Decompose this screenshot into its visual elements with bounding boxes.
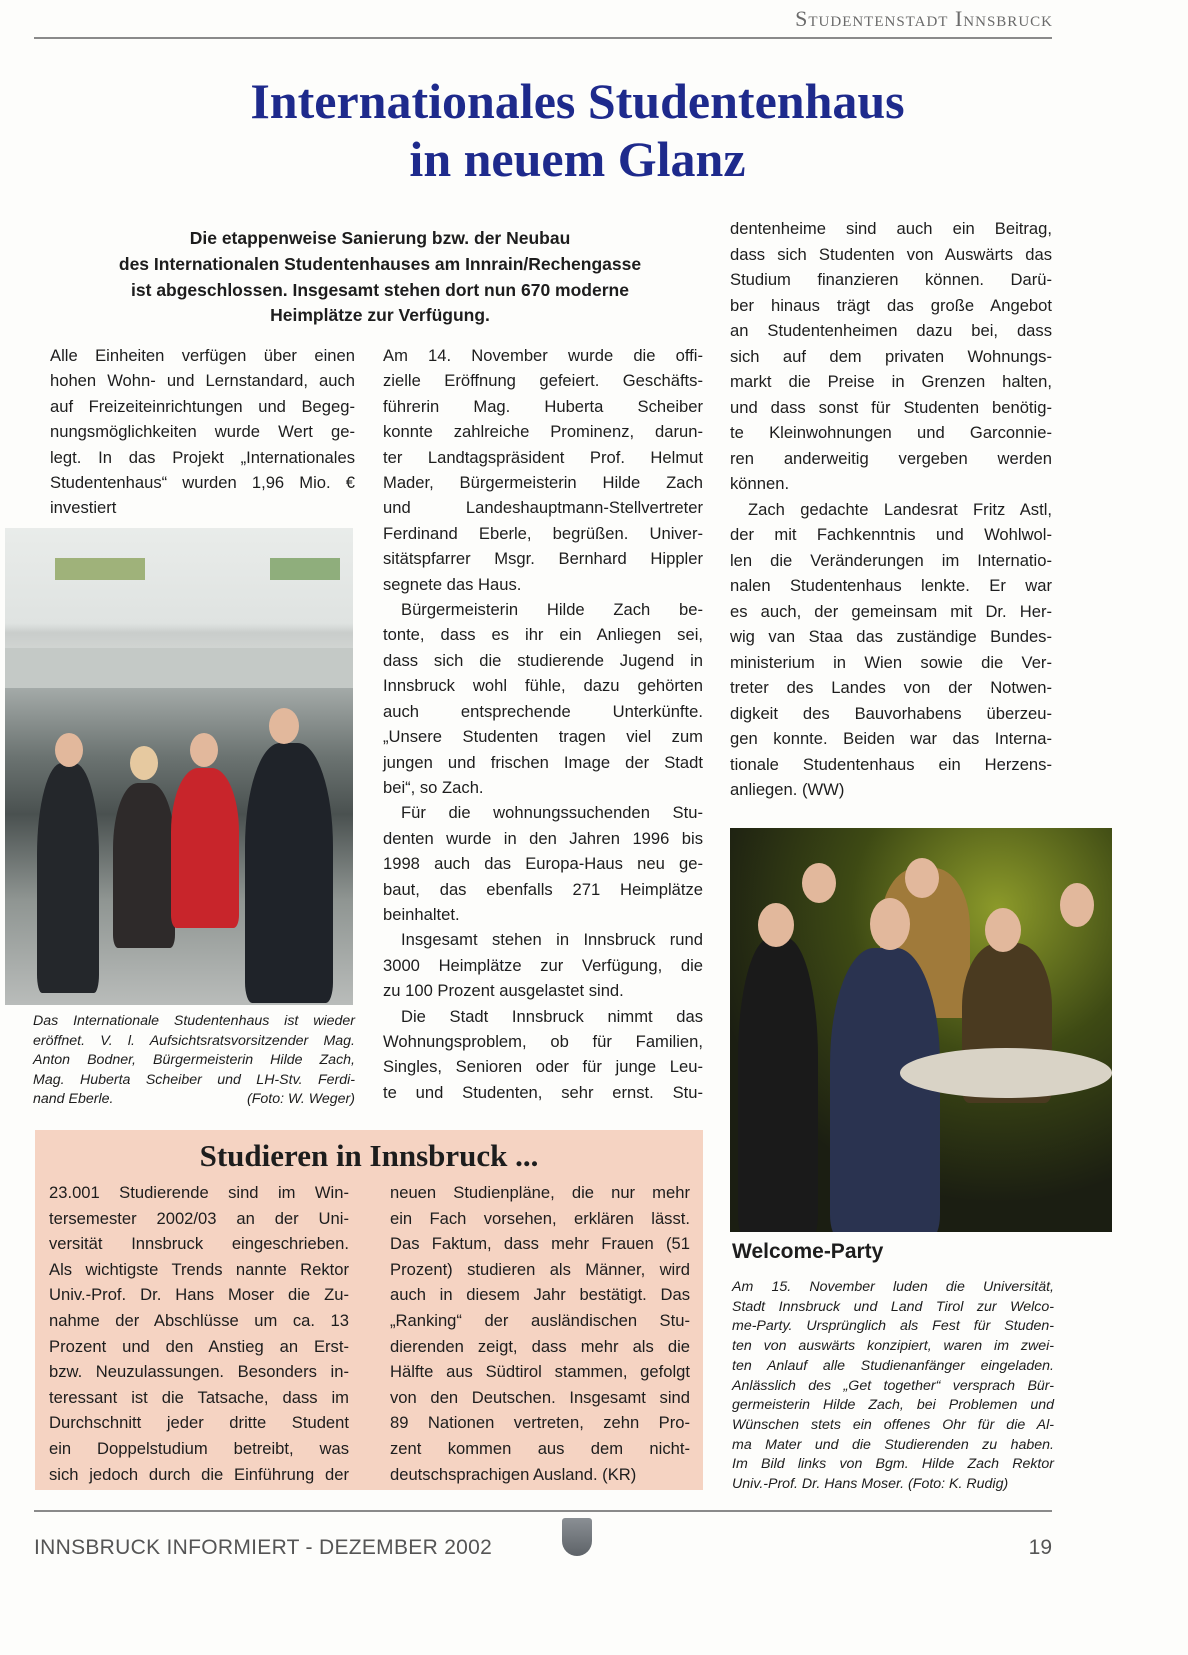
text-line: germeisterin Hilde Zach, bei Problemen und: [732, 1397, 1054, 1414]
text-line: sich jedoch durch die Einführung der: [49, 1464, 349, 1484]
running-head: Studentenstadt Innsbruck: [795, 6, 1053, 31]
text-line: Wohnungsproblem, ob für Familien,: [383, 1031, 703, 1051]
welcome-party-caption: [732, 1278, 1054, 1495]
text-line: es auch, der gemeinsam mit Dr. Her-: [730, 601, 1052, 621]
text-line: Innsbruck wohl fühle, dazu gehörten: [383, 676, 703, 696]
text-line: nungsmöglichkeiten wurde Wert ge-: [50, 422, 355, 442]
text-line: Mader, Bürgermeisterin Hilde Zach: [383, 473, 703, 493]
info-box-title: Studieren in Innsbruck ...: [199, 1138, 539, 1173]
text-line: von den Deutschen. Insgesamt sind: [390, 1387, 690, 1407]
text-line: markt die Preise in Grenzen halten,: [730, 372, 1052, 391]
text-line: baut, das ebenfalls 271 Heimplätze: [383, 879, 703, 899]
text-line: sitätspfarrer Msgr. Bernhard Hippler: [383, 549, 703, 569]
text-line: können.: [730, 474, 790, 493]
info-box-column-1: [49, 1180, 349, 1487]
caption-line: Das Internationale Studentenhaus ist wieder: [33, 1013, 355, 1029]
text-line: zent kommen aus dem nicht-: [390, 1438, 690, 1458]
text-line: denten wurde in den Jahren 1996 bis: [383, 828, 703, 848]
caption-line: Mag. Huberta Scheiber und LH-Stv. Ferdi-: [33, 1071, 355, 1088]
text-line: ten Anlauf alle Studienanfänger eingeladen.: [732, 1357, 1054, 1374]
text-line: ter Landtagspräsident Prof. Helmut: [383, 447, 703, 467]
text-line: Stadt Innsbruck und Land Tirol zur Welco-: [732, 1298, 1054, 1315]
text-line: Zach gedachte Landesrat Fritz Astl,: [748, 499, 1052, 519]
header-rule: [34, 37, 1052, 39]
text-line: ein Doppelstudium betreibt, was: [49, 1438, 349, 1458]
text-line: Anlässlich des „Get together“ versprach Bür-: [732, 1377, 1054, 1394]
text-line: anliegen. (WW): [730, 780, 845, 799]
text-line: ministerium in Wien sowie die Ver-: [730, 652, 1052, 672]
text-line: Prozent) studieren als Männer, wird: [390, 1259, 690, 1279]
photo-welcome-party: [730, 828, 1112, 1232]
text-line: und dass sonst für Studenten benötig-: [730, 397, 1052, 417]
body-column-1: [50, 343, 355, 521]
text-line: len die Veränderungen im Internatio-: [730, 550, 1052, 570]
text-line: beinhaltet.: [383, 904, 460, 924]
text-line: 23.001 Studierende sind im Win-: [49, 1183, 349, 1202]
text-line: investiert: [50, 498, 117, 518]
text-line: treter des Landes von der Notwen-: [730, 678, 1052, 697]
text-line: führerin Mag. Huberta Scheiber: [383, 396, 703, 416]
text-line: tersemester 2002/03 an der Uni-: [49, 1208, 349, 1228]
text-line: Alle Einheiten verfügen über einen: [50, 346, 355, 365]
text-line: ren anderweitig vergeben werden: [730, 448, 1052, 468]
text-line: Das Faktum, dass mehr Frauen (51: [390, 1234, 690, 1254]
text-line: 3000 Heimplätze zur Verfügung, die: [383, 955, 703, 975]
text-line: wig van Staa das zuständige Bundes-: [730, 627, 1052, 646]
text-line: nahme der Abschlüsse um ca. 13: [49, 1310, 349, 1330]
text-line: nalen Studentenhaus lenkte. Er war: [730, 576, 1052, 595]
article-title: [40, 72, 1115, 188]
text-line: „Unsere Studenten tragen viel zum: [383, 727, 703, 747]
photo1-caption: [33, 1012, 355, 1110]
text-line: Univ.-Prof. Dr. Hans Moser. (Foto: K. Rudig): [732, 1476, 1009, 1493]
text-line: gen konnte. Beiden war das Interna-: [730, 729, 1052, 748]
caption-line: Anton Bodner, Bürgermeisterin Hilde Zach,: [33, 1052, 355, 1069]
text-line: und Landeshauptmann-Stellvertreter: [383, 498, 703, 518]
text-line: dass sich Studenten von Auswärts das: [730, 244, 1052, 264]
text-line: bzw. Neuzulassungen. Besonders in-: [49, 1362, 349, 1382]
lead-line: Heimplätze zur Verfügung.: [270, 305, 490, 326]
caption-line: eröffnet. V. l. Aufsichtsratsvorsitzender Mag.: [33, 1032, 355, 1049]
text-line: dentenheime sind auch ein Beitrag,: [730, 219, 1052, 238]
caption-text: nand Eberle.: [33, 1091, 114, 1108]
text-line: „Ranking“ der ausländischen Stu-: [390, 1310, 690, 1330]
text-line: Als wichtigste Trends nannte Rektor: [49, 1259, 349, 1279]
text-line: hohen Wohn- und Lernstandard, auch: [50, 371, 355, 391]
text-line: Am 15. November luden die Universität,: [732, 1279, 1054, 1295]
text-line: ten von auswärts konzipiert, waren im zwei-: [732, 1338, 1054, 1355]
text-line: versität Innsbruck eingeschrieben.: [49, 1234, 349, 1254]
city-crest-icon: [562, 1518, 592, 1556]
text-line: an Studentenheimen dazu bei, dass: [730, 321, 1052, 340]
text-line: neuen Studienpläne, die nur mehr: [390, 1183, 690, 1202]
text-line: me-Party. Ursprünglich als Fest für Studen-: [732, 1318, 1054, 1335]
text-line: Bürgermeisterin Hilde Zach be-: [401, 600, 703, 620]
info-box-column-2: [390, 1180, 690, 1487]
text-line: Durchschnitt jeder dritte Student: [49, 1413, 349, 1433]
photo-credit: (Foto: W. Weger): [247, 1091, 355, 1108]
text-line: 89 Nationen vertreten, zehn Pro-: [390, 1413, 690, 1433]
article-lead: [40, 226, 720, 329]
text-line: auch in diesem Jahr bestätigt. Das: [390, 1285, 690, 1305]
text-line: auch entsprechende Unterkünfte.: [383, 701, 703, 721]
text-line: Für die wohnungssuchenden Stu-: [401, 803, 703, 823]
photo-opening-ceremony: [5, 528, 353, 1005]
lead-line: des Internationalen Studentenhauses am Innrain/Rechengasse: [118, 253, 642, 274]
text-line: ma Mater und die Studierenden zu haben.: [732, 1436, 1054, 1453]
text-line: Die Stadt Innsbruck nimmt das: [401, 1006, 703, 1026]
text-line: Singles, Senioren oder für junge Leu-: [383, 1057, 703, 1077]
lead-line: ist abgeschlossen. Insgesamt stehen dort nun 670 moderne: [131, 279, 629, 300]
text-line: dierenden zeigt, dass mehr als die: [390, 1336, 690, 1356]
text-line: Hälfte aus Südtirol stammen, gefolgt: [390, 1362, 690, 1382]
text-line: der mit Fachkenntnis und Wohlwol-: [730, 525, 1052, 544]
title-line: in neuem Glanz: [409, 131, 746, 187]
text-line: digkeit des Bauvorhabens überzeu-: [730, 703, 1052, 723]
text-line: Im Bild links von Bgm. Hilde Zach Rektor: [732, 1456, 1054, 1473]
text-line: tonte, dass es ihr ein Anliegen sei,: [383, 625, 703, 645]
text-line: Studium finanzieren können. Darü-: [730, 270, 1052, 289]
text-line: 1998 auch das Europa-Haus neu ge-: [383, 854, 703, 874]
text-line: dass sich die studierende Jugend in: [383, 650, 703, 670]
text-line: segnete das Haus.: [383, 574, 522, 594]
body-column-2: [383, 343, 703, 1105]
caption-line: [33, 1090, 355, 1110]
text-line: Wünschen stets ein offenes Ohr für die Al-: [732, 1416, 1054, 1433]
text-line: te und Studenten, sehr ernst. Stu-: [383, 1082, 703, 1102]
text-line: ber hinaus trägt das große Angebot: [730, 295, 1052, 315]
text-line: tionale Studentenhaus ein Herzens-: [730, 754, 1052, 774]
text-line: teressant ist die Tatsache, dass im: [49, 1387, 349, 1407]
text-line: bei“, so Zach.: [383, 777, 484, 797]
text-line: te Kleinwohnungen und Garconnie-: [730, 423, 1052, 442]
text-line: zu 100 Prozent ausgelastet sind.: [383, 981, 624, 1001]
text-line: Ferdinand Eberle, begrüßen. Univer-: [383, 523, 703, 543]
footer-rule: [34, 1510, 1052, 1512]
title-line: Internationales Studentenhaus: [250, 73, 905, 129]
text-line: sich auf dem privaten Wohnungs-: [730, 346, 1052, 366]
text-line: Insgesamt stehen in Innsbruck rund: [401, 930, 703, 950]
text-line: legt. In das Projekt „Internationales: [50, 447, 355, 467]
text-line: Univ.-Prof. Dr. Hans Moser die Zu-: [49, 1285, 349, 1305]
text-line: ein Fach vorsehen, erklären lässt.: [390, 1208, 690, 1228]
text-line: auf Freizeiteinrichtungen und Begeg-: [50, 396, 355, 416]
text-line: jungen und frischen Image der Stadt: [383, 752, 703, 772]
text-line: Studentenhaus“ wurden 1,96 Mio. €: [50, 473, 355, 493]
page-number: 19: [1028, 1536, 1052, 1559]
publication-footer: INNSBRUCK INFORMIERT - DEZEMBER 2002: [34, 1536, 493, 1559]
text-line: Prozent und den Anstieg an Erst-: [49, 1336, 349, 1356]
body-column-3: [730, 216, 1052, 803]
text-line: deutschsprachigen Ausland. (KR): [390, 1464, 637, 1484]
lead-line: Die etappenweise Sanierung bzw. der Neubau: [189, 228, 571, 248]
info-box-studieren: [35, 1130, 703, 1490]
welcome-party-heading: Welcome-Party: [732, 1240, 884, 1263]
text-line: Am 14. November wurde die offi-: [383, 346, 703, 365]
text-line: konnte zahlreiche Prominenz, darun-: [383, 422, 703, 442]
text-line: zielle Eröffnung gefeiert. Geschäfts-: [383, 371, 703, 391]
